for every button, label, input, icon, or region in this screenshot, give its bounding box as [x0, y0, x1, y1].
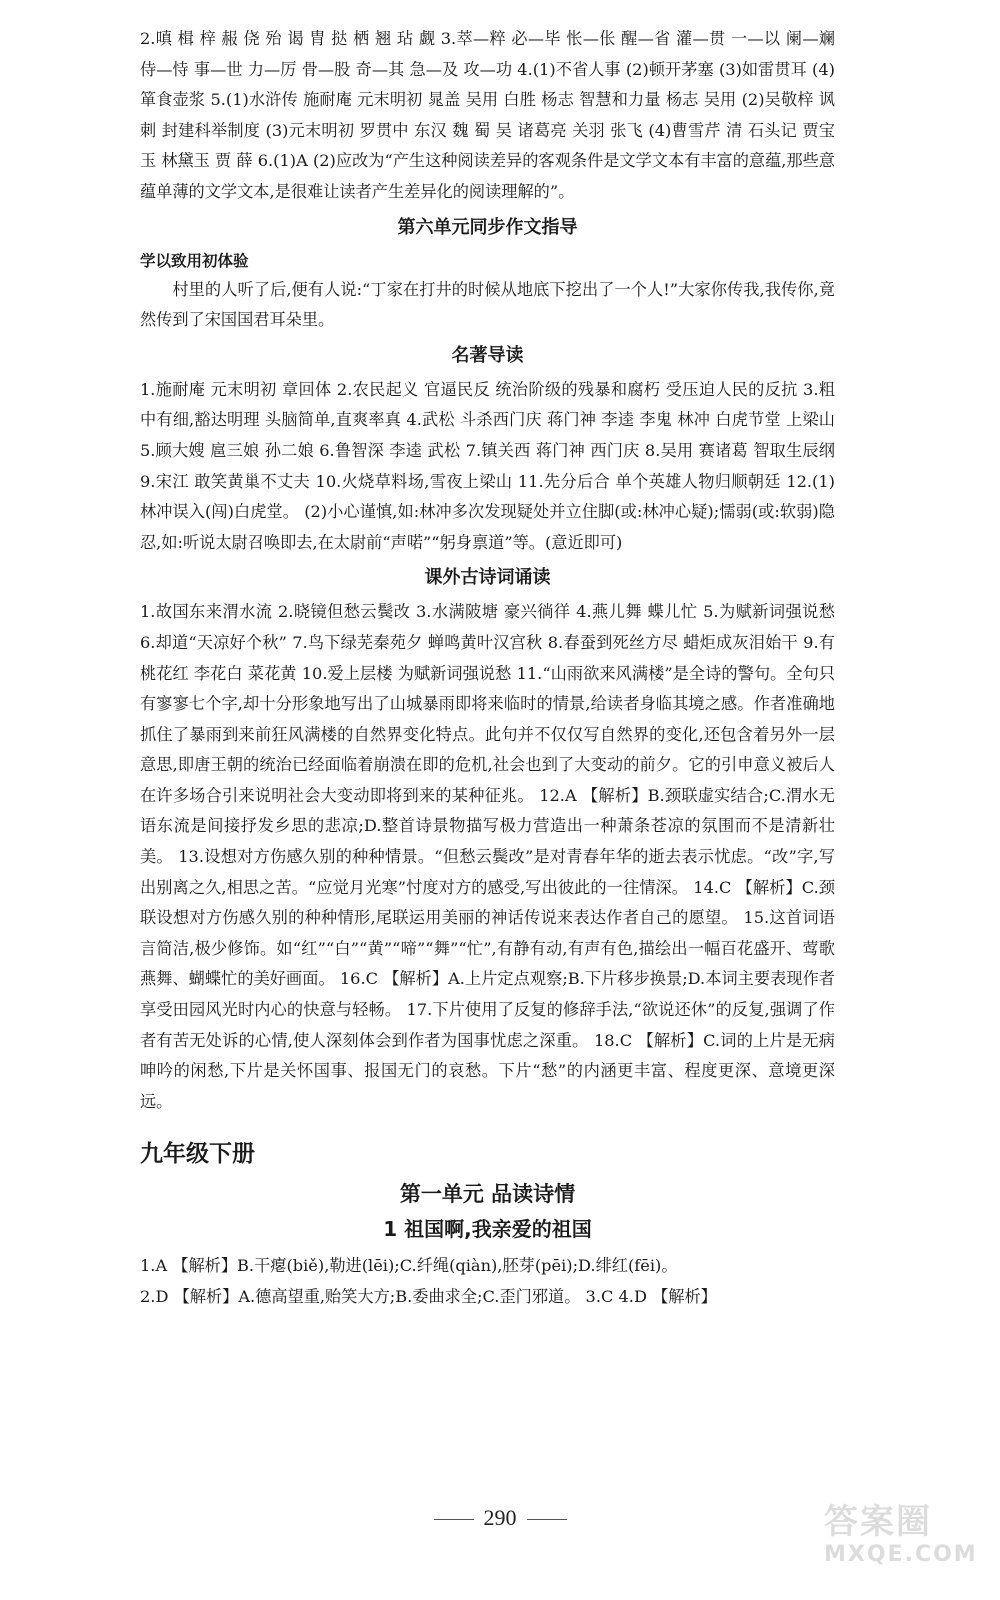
left-dash: [434, 1519, 474, 1520]
unit-heading: 第一单元 品读诗情: [399, 1182, 576, 1207]
watermark-logo: [824, 1502, 978, 1572]
lesson-heading: 1 祖国啊,我亲爱的祖国: [383, 1217, 592, 1242]
answer-paragraph: 村里的人听了后,便有人说:“丁家在打井的时候从地底下挖出了一个人!”大家你传我,我传你,竟然传到了宋国国君耳朵里。: [140, 279, 835, 330]
section-heading: 第六单元同步作文指导: [397, 216, 578, 238]
right-dash: [527, 1519, 567, 1520]
answer-paragraph: 1.故国东来渭水流 2.晓镜但愁云鬓改 3.水满陂塘 豪兴徜徉 4.燕儿舞 蝶儿忙 5.为赋新词强说愁 6.却道“天凉好个秋” 7.鸟下绿芜秦苑夕 蝉鸣黄叶汉宫秋 8.春蚕到死丝方尽 蜡炬成灰泪始干 9.有桃花红 李花白 菜花黄 10.爱上层楼 为赋新词强说愁 11.“山雨欲来风满楼”是全诗的警句。全句只有寥寥七个字,却十分形象地写出了山城暴雨即将来临时的情景,给读者身临其境之感。作者准确地抓住了暴雨到来前狂风满楼的自然界变化特点。此句并不仅仅写自然界的变化,还包含着另外一层意思,即唐王朝的统治已经面临着崩溃在即的危机,社会也到了大变动的前夕。它的引申意义被后人在许多场合引来说明社会大变动即将到来的某种征兆。 12.A 【解析】B.颈联虚实结合;C.渭水无语东流是间接抒发乡思的悲凉;D.整首诗景物描写极力营造出一种萧条苍凉的氛围而不是清新壮美。 13.设想对方伤感久别的种种情景。“但愁云鬓改”是对青春年华的逝去表示忧虑。“改”字,写出别离之久,相思之苦。“应觉月光寒”忖度对方的感受,写出彼此的一往情深。 14.C 【解析】C.颈联设想对方伤感久别的种种情形,尾联运用美丽的神话传说来表达作者自己的愿望。 15.这首词语言简洁,极少修饰。如“红”“白”“黄”“啼”“舞”“忙”,有静有动,有声有色,描绘出一幅百花盛开、莺歌燕舞、蝴蝶忙的美好画面。 16.C 【解析】A.上片定点观察;B.下片移步换景;D.本词主要表现作者享受田园风光时内心的快意与轻畅。 17.下片使用了反复的修辞手法,“欲说还休”的反复,强调了作者有苦无处诉的心情,使人深刻体会到作者为国事忧虑之深重。 18.C 【解析】C.词的上片是无病呻吟的闲愁,下片是关怀国事、报国无门的哀愁。下片“愁”的内涵更丰富、程度更深、意境更深远。: [140, 602, 835, 1111]
answer-paragraph: 2.嗔 楫 梓 赧 侥 殆 谒 胄 挞 栖 翘 玷 觑 3.萃—粹 必—毕 怅—伥 醒—省 灌—贯 一—以 阑—斓 侍—恃 事—世 力—厉 骨—股 奇—其 急—及 攻—功 4.(1)不省人事 (2)顿开茅塞 (3)如雷贯耳 (4)箪食壶浆 5.(1)水浒传 施耐庵 元末明初 晁盖 吴用 白胜 杨志 智慧和力量 杨志 吴用 (2)吴敬梓 讽刺 封建科举制度 (3)元末明初 罗贯中 东汉 魏 蜀 吴 诸葛亮 关羽 张飞 (4)曹雪芹 清 石头记 贾宝玉 林黛玉 贾 薛 6.(1)A (2)应改为“产生这种阅读差异的客观条件是文学文本有丰富的意蕴,那些意蕴单薄的文学文本,是很难让读者产生差异化的阅读理解的”。: [140, 29, 835, 201]
page-number-text: 290: [483, 1505, 517, 1530]
section-heading: 课外古诗词诵读: [424, 567, 551, 589]
answer-paragraph: 1.A 【解析】B.干瘪(biě),勒进(lēi);C.纤绳(qiàn),胚芽(pēi);D.绯红(fēi)。: [140, 1256, 678, 1276]
watermark-logo-text: 答案圈: [824, 1502, 932, 1542]
subheading: 学以致用初体验: [140, 251, 249, 270]
answer-paragraph: 1.施耐庵 元末明初 章回体 2.农民起义 官逼民反 统治阶级的残暴和腐朽 受压迫人民的反抗 3.粗中有细,豁达明理 头脑简单,直爽率真 4.武松 斗杀西门庆 蒋门神 李逵 李鬼 林冲 白虎节堂 上梁山 5.顾大嫂 扈三娘 孙二娘 6.鲁智深 李逵 武松 7.镇关西 蒋门神 西门庆 8.吴用 赛诸葛 智取生辰纲 9.宋江 敢笑黄巢不丈夫 10.火烧草料场,雪夜上梁山 11.先分后合 单个英雄人物归顺朝廷 12.(1)林冲误入(闯)白虎堂。 (2)小心谨慎,如:林冲多次发现疑处并立住脚(或:林冲心疑);懦弱(或:软弱)隐忍,如:听说太尉召唤即去,在太尉前“声喏”“躬身禀道”等。(意近即可): [140, 379, 835, 552]
section-heading: 名著导读: [451, 344, 524, 366]
grade-heading: 九年级下册: [140, 1141, 255, 1168]
page-content: [140, 24, 835, 1313]
answer-paragraph: 2.D 【解析】A.德高望重,贻笑大方;B.委曲求全;C.歪门邪道。 3.C 4.D 【解析】: [140, 1287, 717, 1306]
watermark-url: MXQE.COM: [824, 1542, 978, 1567]
